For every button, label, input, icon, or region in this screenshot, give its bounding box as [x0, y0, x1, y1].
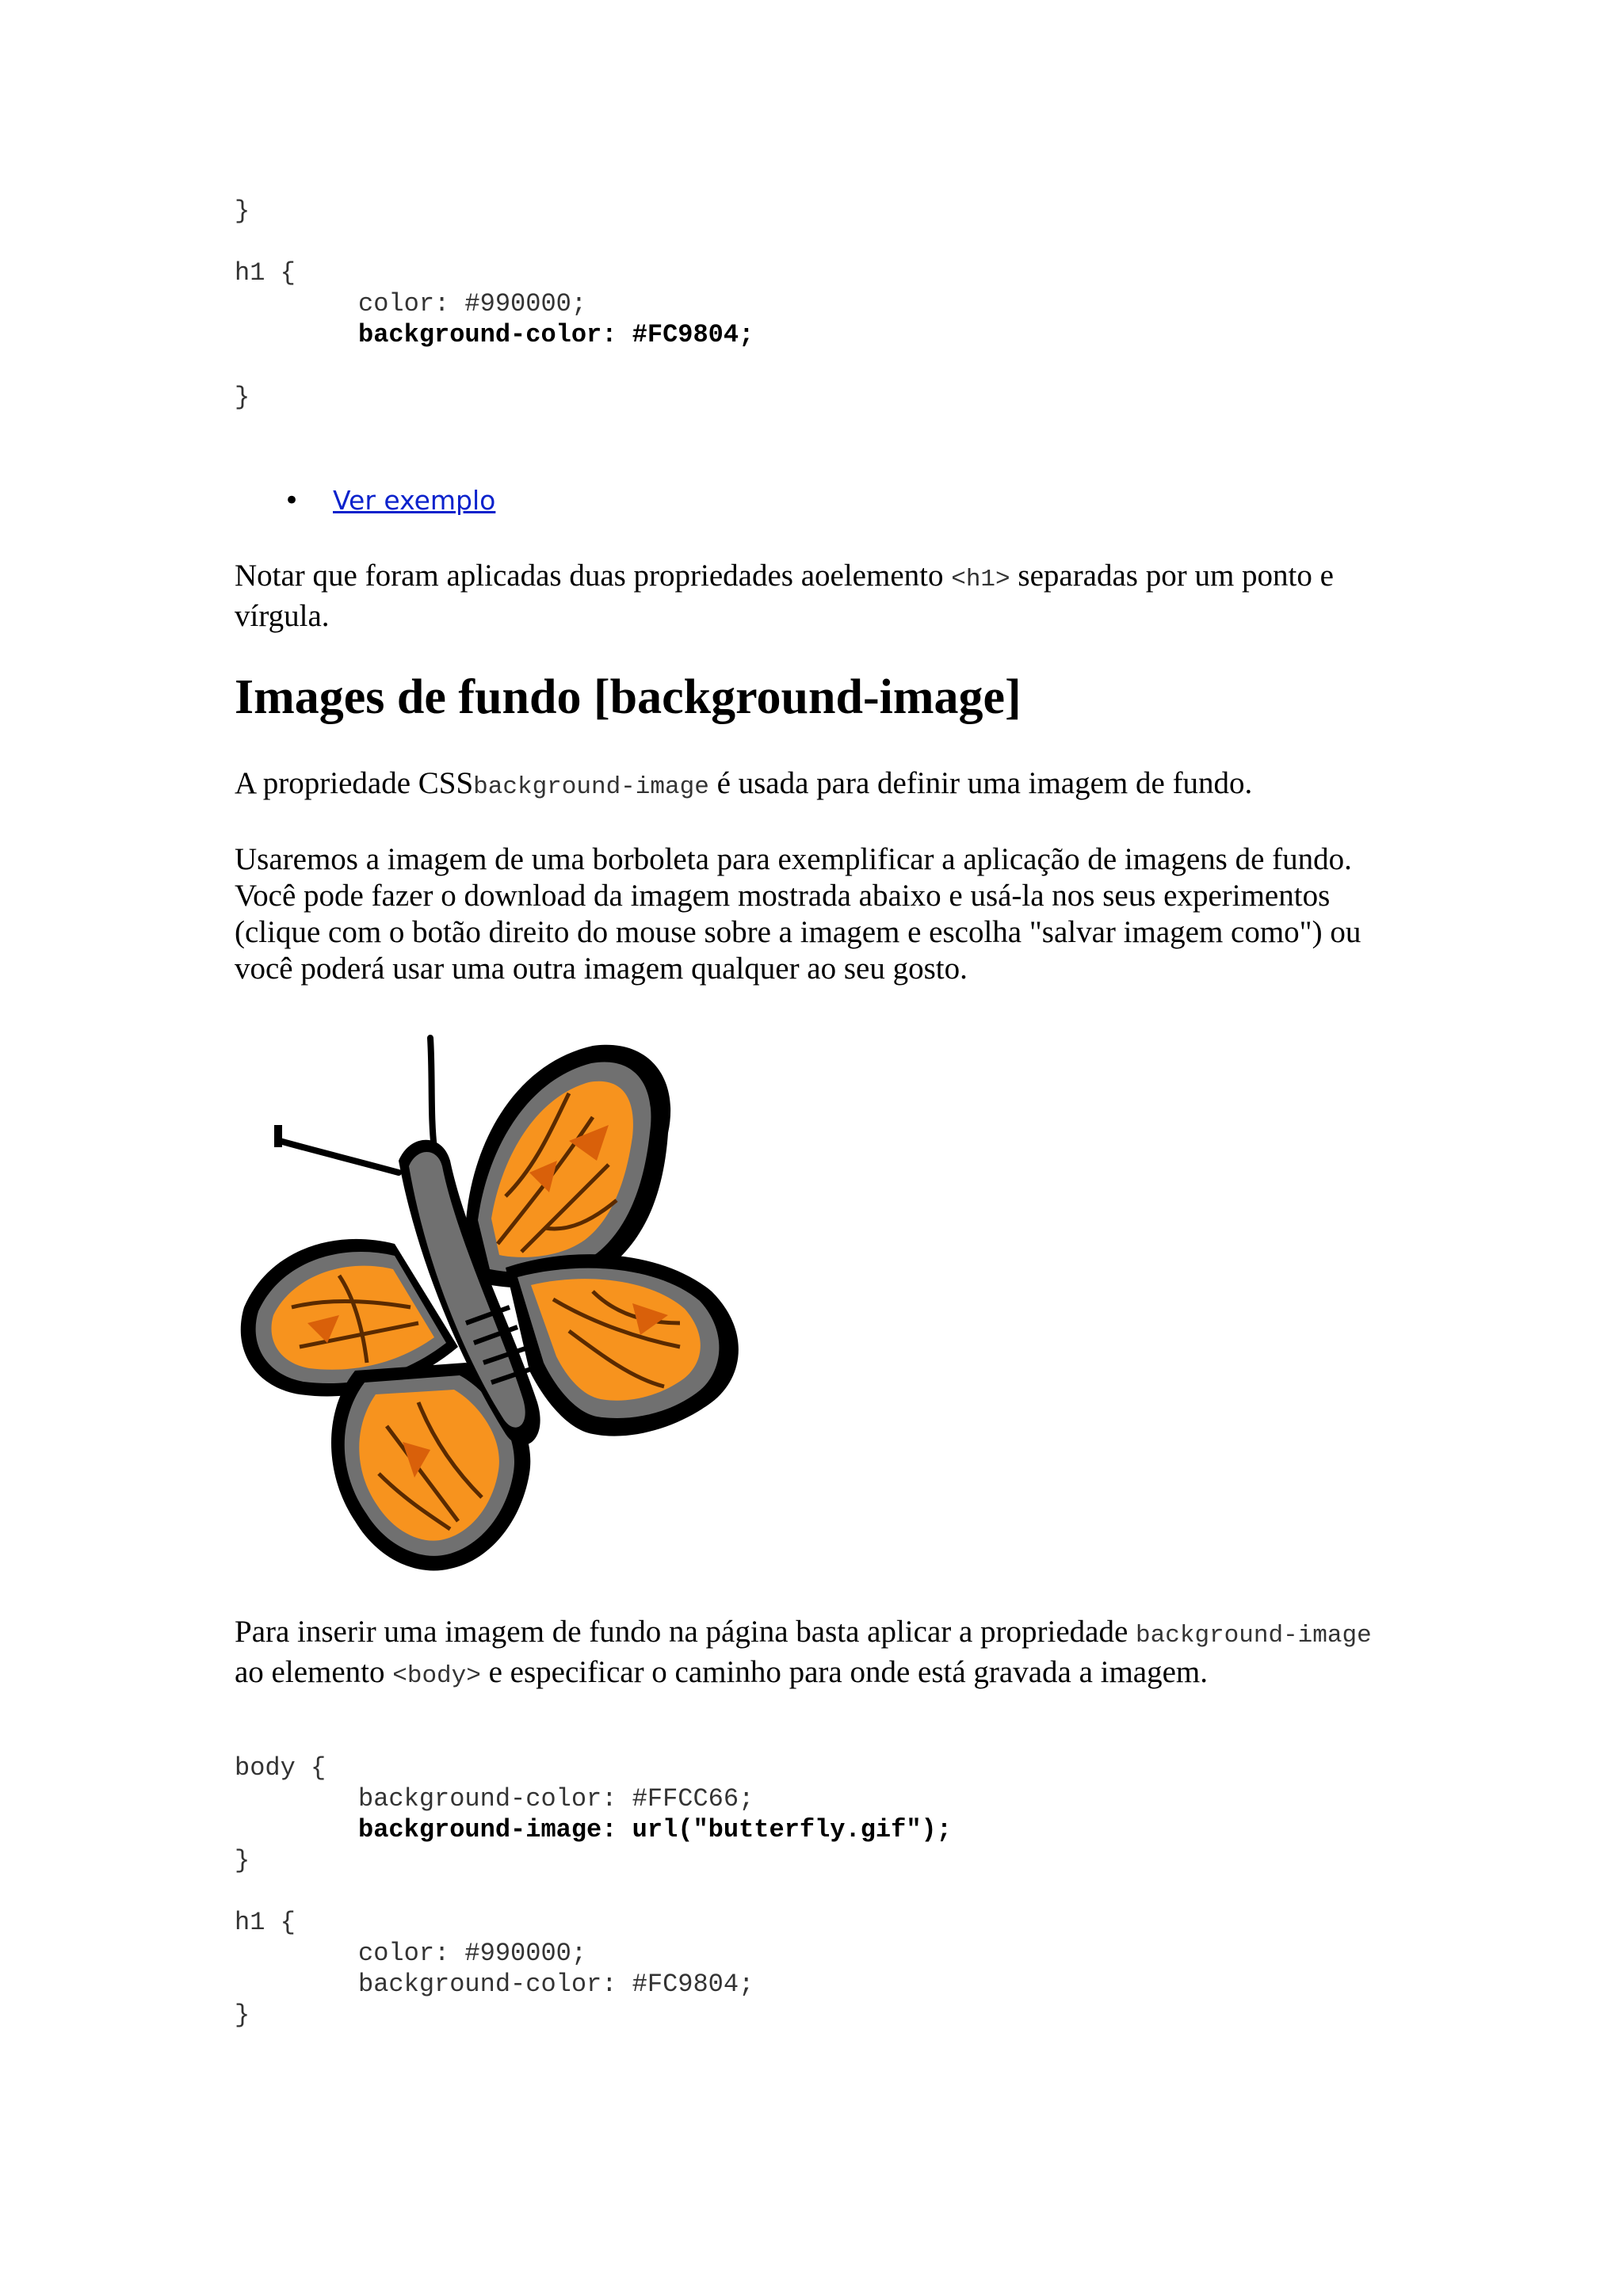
insert-text: Para inserir uma imagem de fundo na página basta aplicar a propriedade	[235, 1615, 1136, 1649]
butterfly-paragraph: Usaremos a imagem de uma borboleta para exemplificar a aplicação de imagens de fundo. Você pode fazer o download da imagem mostrada abaixo e usá-la nos seus experimentos (clique com o botão direito do mouse sobre a imagem e escolha "salvar imagem como") ou você poderá usar uma outra imagem qualquer ao seu gosto.	[235, 842, 1361, 986]
inline-code: background-image	[1136, 1622, 1372, 1650]
insert-paragraph	[235, 1614, 1407, 1695]
inline-code: background-image	[473, 773, 709, 801]
code-line-bold	[235, 1814, 952, 1845]
bullet-icon: •	[284, 485, 300, 517]
butterfly-image	[236, 1030, 751, 1585]
inline-code: <body>	[392, 1662, 481, 1690]
code-line: h1 {	[235, 258, 296, 288]
section-title: Images de fundo [background-image]	[235, 670, 1022, 724]
code-line-bold	[235, 319, 754, 350]
list-item	[284, 485, 495, 517]
code-line: }	[235, 383, 250, 412]
insert-text: ao elemento	[235, 1655, 393, 1689]
code-line: color: #990000;	[358, 1939, 587, 1968]
code-line: }	[235, 196, 250, 226]
code-line: color: #990000;	[358, 289, 587, 318]
note-text: separadas por um ponto e vírgula.	[235, 559, 1334, 633]
intro-text: A propriedade CSS	[235, 766, 474, 800]
insert-text: e especificar o caminho para onde está gravada a imagem.	[480, 1655, 1209, 1689]
code-line: }	[235, 1846, 250, 1875]
code-bold-text: background-color: #FC9804;	[358, 320, 754, 349]
note-paragraph	[235, 558, 1407, 635]
code-line: }	[235, 2000, 250, 2030]
code-line: background-color: #FC9804;	[358, 1970, 754, 1999]
inline-code: <h1>	[951, 566, 1010, 593]
butterfly-icon	[236, 1030, 751, 1585]
code-line: body {	[235, 1753, 327, 1783]
code-line: h1 {	[235, 1908, 296, 1937]
code-bold-text: background-image: url("butterfly.gif");	[358, 1815, 952, 1844]
intro-text: é usada para definir uma imagem de fundo.	[708, 766, 1253, 800]
code-line: background-color: #FFCC66;	[358, 1784, 754, 1814]
intro-paragraph	[235, 765, 1407, 806]
note-text: Notar que foram aplicadas duas propriedades aoelemento	[235, 559, 952, 593]
ver-exemplo-link[interactable]: Ver exemplo	[333, 485, 496, 516]
